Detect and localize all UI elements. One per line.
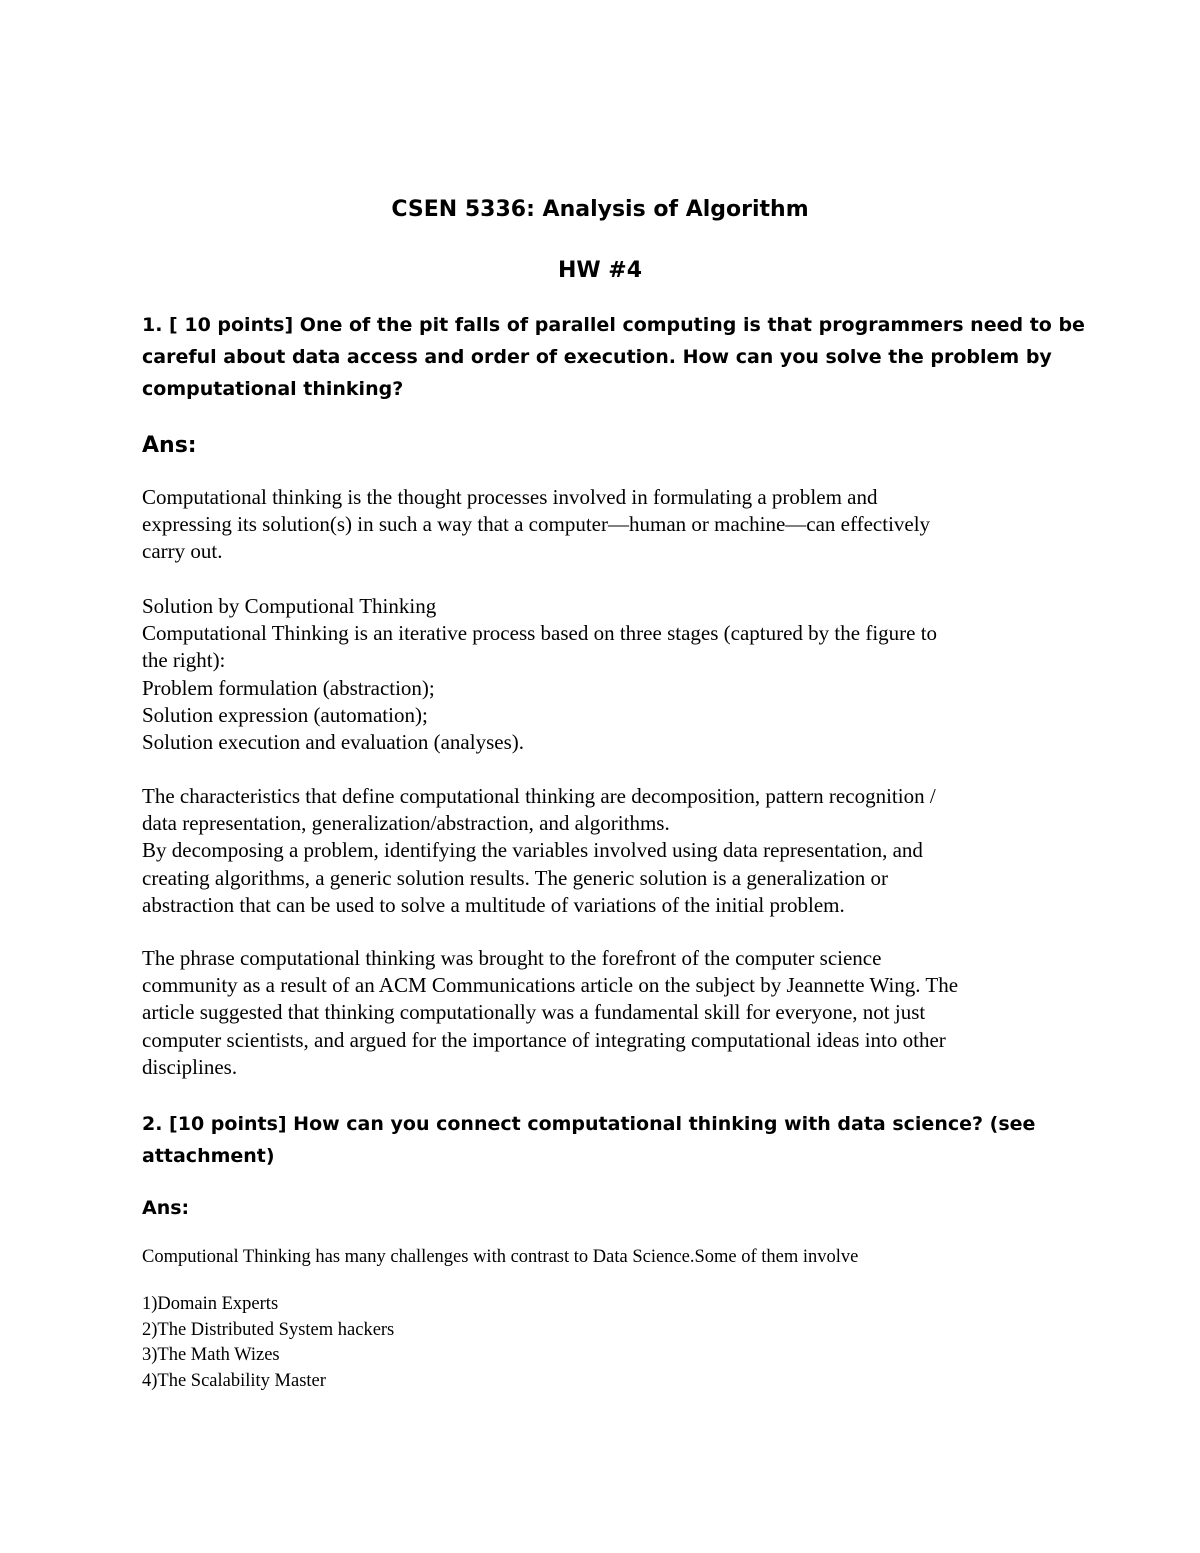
paragraph-line: article suggested that thinking computationally was a fundamental skill for everyone, not just	[142, 1000, 926, 1025]
paragraph-line: Solution execution and evaluation (analyses).	[142, 730, 524, 755]
paragraph-line: Computational Thinking is an iterative process based on three stages (captured by the figure to	[142, 621, 938, 646]
question-1	[142, 309, 1085, 405]
answer-2-intro: Computional Thinking has many challenges with contrast to Data Science.Some of them involve	[142, 1247, 859, 1267]
list-item: 3)The Math Wizes	[142, 1345, 280, 1365]
paragraph-line: data representation, generalization/abstraction, and algorithms.	[142, 811, 670, 836]
question-2-line: attachment)	[142, 1145, 275, 1167]
list-item: 4)The Scalability Master	[142, 1370, 326, 1391]
paragraph-line: Problem formulation (abstraction);	[142, 675, 435, 700]
answer-2-list	[142, 1292, 1072, 1394]
list-item: 2)The Distributed System hackers	[142, 1319, 395, 1340]
paragraph-line: carry out.	[142, 539, 223, 564]
paragraph-line: disciplines.	[142, 1054, 238, 1079]
paragraph-line: the right):	[142, 648, 226, 673]
answer-1-paragraph-2	[142, 593, 1072, 756]
answer-1-paragraph-1	[142, 484, 1072, 566]
question-1-line: 1. [ 10 points] One of the pit falls of parallel computing is that programmers need to be	[142, 314, 1085, 336]
question-2-line: 2. [10 points] How can you connect computational thinking with data science? (see	[142, 1113, 1036, 1135]
answer-1-paragraph-4	[142, 945, 1072, 1081]
paragraph-line: The phrase computational thinking was brought to the forefront of the computer science	[142, 946, 882, 970]
question-1-line: computational thinking?	[142, 378, 404, 400]
answer-2-label: Ans:	[142, 1197, 190, 1219]
paragraph-line: Solution by Computional Thinking	[142, 594, 437, 618]
answer-1-paragraph-3	[142, 783, 1072, 919]
paragraph-line: Computational thinking is the thought processes involved in formulating a problem and	[142, 485, 878, 509]
paragraph-line: expressing its solution(s) in such a way that a computer—human or machine—can effectively	[142, 512, 931, 537]
course-title: CSEN 5336: Analysis of Algorithm	[391, 197, 809, 222]
question-1-line: careful about data access and order of execution. How can you solve the problem by	[142, 346, 1052, 368]
paragraph-line: computer scientists, and argued for the importance of integrating computational ideas into other	[142, 1027, 946, 1052]
answer-1-label: Ans:	[142, 433, 197, 458]
paragraph-line: Solution expression (automation);	[142, 702, 428, 727]
paragraph-line: By decomposing a problem, identifying the variables involved using data representation, and	[142, 838, 923, 863]
paragraph-line: community as a result of an ACM Communications article on the subject by Jeannette Wing. The	[142, 973, 959, 998]
list-item: 1)Domain Experts	[142, 1294, 279, 1314]
question-2	[142, 1108, 1072, 1172]
paragraph-line: creating algorithms, a generic solution results. The generic solution is a generalization or	[142, 865, 889, 890]
hw-title: HW #4	[557, 258, 643, 283]
paragraph-line: abstraction that can be used to solve a multitude of variations of the initial problem.	[142, 892, 845, 917]
paragraph-line: The characteristics that define computational thinking are decomposition, pattern recognition /	[142, 784, 936, 808]
